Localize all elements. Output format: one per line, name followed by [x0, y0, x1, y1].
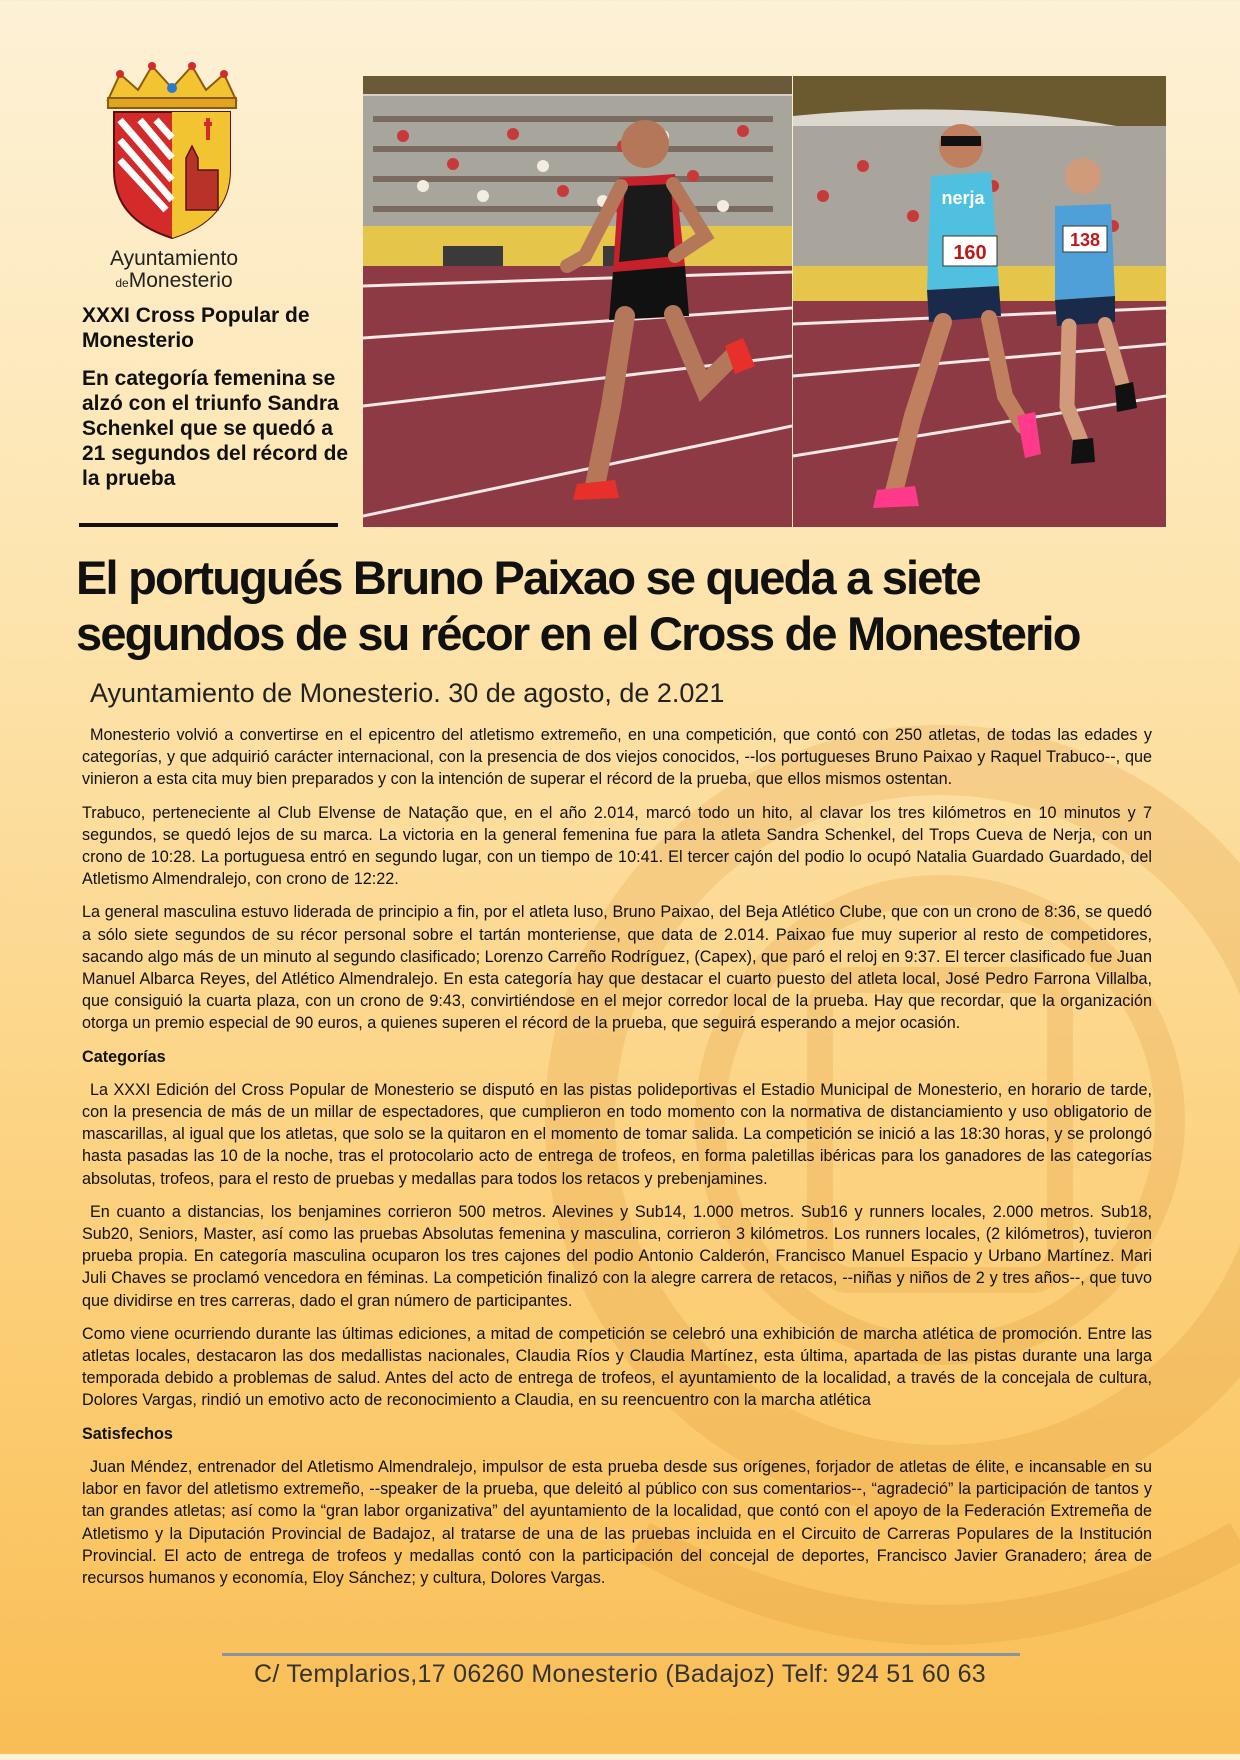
article-dateline: Ayuntamiento de Monesterio. 30 de agosto, de 2.021 [90, 678, 725, 708]
article-paragraph-1: Monesterio volvió a convertirse en el epicentro del atletismo extremeño, en una competición, que contó con 250 atletas, de todas las edades y categorías, y que adquirió carácter internacional, con la presencia de dos viejos conocidos, --los portugueses Bruno Paixao y Raquel Trabuco--, que vinieron a esta cita muy bien preparados y con la intención de superar el récord de la prueba, que ellos mismos ostentan. [82, 726, 1152, 789]
article-paragraph-5: En cuanto a distancias, los benjamines corrieron 500 metros. Alevines y Sub14, 1.000 metros. Sub16 y runners locales, 2.000 metros. Sub18, Sub20, Seniors, Master, así como las pruebas Absolutas femenina y masculina, corrieron 3 kilómetros. Los runners locales, (2 kilómetros), tuvieron prueba propia. En categoría masculina ocuparon los tres cajones del podio Antonio Calderón, Francisco Manuel Espacio y Urbano Martínez. Mari Juli Chaves se proclamó vencedora en féminas. La competición finalizó con la alegre carrera de retacos, --niñas y niños de 2 y tres años--, que tuvo que dividirse en tres carreras, dado el gran número de participantes. [82, 1202, 1152, 1310]
bib-138: 138 [1069, 230, 1101, 250]
article-headline: El portugués Bruno Paixao se queda a siete segundos de su récor en el Cross de Monesterio [76, 551, 1080, 660]
logo-text [84, 248, 264, 294]
logo-line1: Ayuntamiento [109, 247, 239, 270]
sidebar-divider [79, 523, 338, 527]
footer-divider [222, 1653, 1020, 1656]
municipal-crest-logo [100, 60, 245, 240]
photo-female-runners [793, 76, 1166, 527]
logo-prefix: de [115, 276, 129, 290]
section-heading-satisfechos: Satisfechos [82, 1424, 173, 1443]
logo-line2: Monesterio [128, 269, 233, 292]
photo-male-runner [363, 76, 792, 527]
article-paragraph-3: La general masculina estuvo liderada de principio a fin, por el atleta luso, Bruno Paixao, del Beja Atlético Clube, que con un crono de 8:36, se quedó a sólo siete segundos de su récor personal sobre el tartán monteriense, que data de 2.014. Paixao fue muy superior al resto de competidores, sacando algo más de un minuto al segundo clasificado; Lorenzo Carreño Rodríguez, (Capex), que paró el reloj en 9:37. El tercer clasificado fue Juan Manuel Albarca Reyes, del Atlético Almendralejo. En esta categoría hay que destacar el cuarto puesto del atleta local, José Pedro Farrona Villalba, que consiguió la cuarta plaza, con un crono de 9:43, convirtiéndose en el mejor corredor local de la prueba. Hay que recordar, que la organización otorga un premio especial de 90 euros, a quienes superen el récord de la prueba, que seguirá esperando a mejor ocasión. [82, 903, 1152, 1033]
article-paragraph-6: Como viene ocurriendo durante las últimas ediciones, a mitad de competición se celebró una exhibición de marcha atlética de promoción. Entre las atletas locales, destacaron las dos medallistas nacionales, Claudia Ríos y Claudia Martínez, esta última, apartada de las pistas durante una larga temporada debido a problemas de salud. Antes del acto de entrega de trofeos, el ayuntamiento de la localidad, a través de la concejala de cultura, Dolores Vargas, rindió un emotivo acto de reconocimiento a Claudia, en su reencuentro con la marcha atlética [82, 1324, 1152, 1410]
section-heading-categorias: Categorías [82, 1047, 166, 1066]
article-paragraph-4: La XXXI Edición del Cross Popular de Monesterio se disputó en las pistas polideportivas el Estadio Municipal de Monesterio, en horario de tarde, con la presencia de más de un millar de espectadores, que cumplieron en todo momento con la normativa de distanciamiento y uso obligatorio de mascarillas, al igual que los atletas, que solo se la quitaron en el momento de tomar salida. La competición se inició a las 18:30 horas, y se prolongó hasta pasadas las 10 de la noche, tras el protocolario acto de entrega de trofeos, en forma paletillas ibéricas para los ganadores de las categorías absolutas, trofeos, para el resto de pruebas y medallas para todos los retacos y prebenjamines. [82, 1080, 1152, 1188]
event-title: XXXI Cross Popular de Monesterio [82, 304, 310, 352]
footer-address: C/ Templarios,17 06260 Monesterio (Badajoz) Telf: 924 51 60 63 [253, 1660, 986, 1688]
article-paragraph-7: Juan Méndez, entrenador del Atletismo Almendralejo, impulsor de esta prueba desde sus orígenes, forjador de atletas de élite, e incansable en su labor en favor del atletismo extremeño, --speaker de la prueba, que deleitó al público con sus comentarios--, “agradeció” la participación de tantos y tan grandes atletas; así como la “gran labor organizativa” del ayuntamiento de la localidad, que contó con el apoyo de la Federación Extremeña de Atletismo y la Diputación Provincial de Badajoz, al tratarse de una de las pruebas incluida en el Circuito de Carreras Populares de la Institución Provincial. El acto de entrega de trofeos y medallas contó con la participación del concejal de deportes, Francisco Javier Granadero; área de recursos humanos y economía, Eloy Sánchez; y cultura, Dolores Vargas. [82, 1457, 1152, 1587]
article-body [82, 724, 1152, 1600]
shirt-logo-nerja: nerja [941, 188, 985, 208]
bib-160: 160 [953, 242, 987, 264]
article-paragraph-2: Trabuco, perteneciente al Club Elvense de Natação que, en el año 2.014, marcó todo un hito, al clavar los tres kilómetros en 10 minutos y 7 segundos, se quedó lejos de su marca. La victoria en la general femenina fue para la atleta Sandra Schenkel, del Trops Cueva de Nerja, con un crono de 10:28. La portuguesa entró en segundo lugar, con un tiempo de 10:41. El tercer cajón del podio lo ocupó Natalia Guardado Guardado, del Atletismo Almendralejo, con crono de 12:22. [82, 803, 1152, 889]
event-subtitle: En categoría femenina se alzó con el triunfo Sandra Schenkel que se quedó a 21 segundos del récord de la prueba [82, 367, 349, 490]
